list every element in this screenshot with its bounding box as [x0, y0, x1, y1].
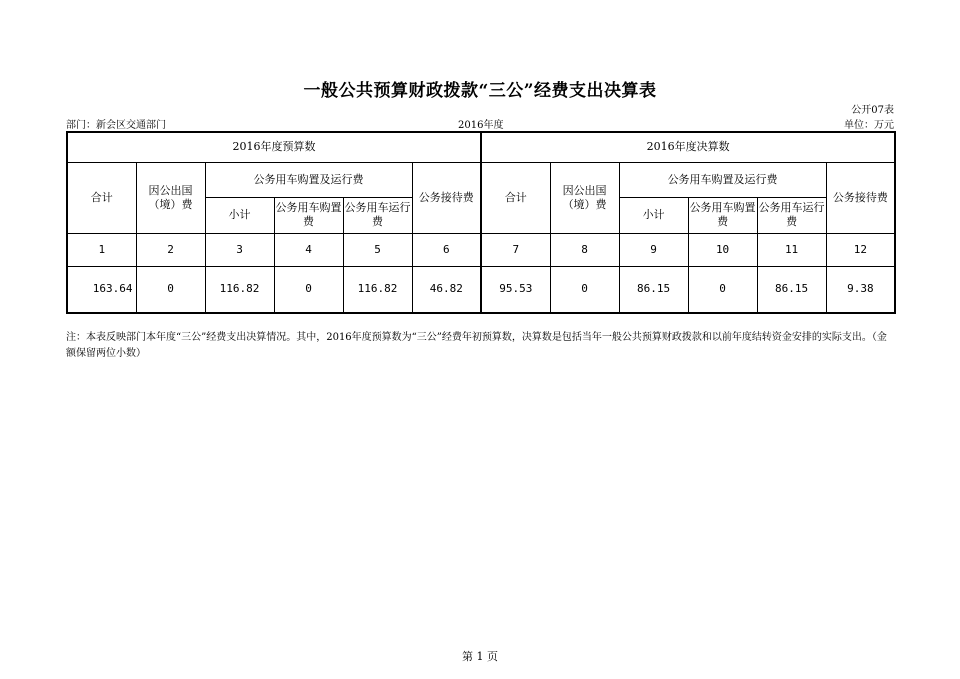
final-total-value: 95.53 [481, 266, 550, 313]
budget-vehicle-header: 公务用车购置及运行费 [205, 162, 412, 197]
col-number: 12 [826, 233, 895, 266]
budget-total-value: 163.64 [67, 266, 136, 313]
final-group-header: 2016年度决算数 [481, 132, 895, 162]
col-number: 2 [136, 233, 205, 266]
budget-reception-header: 公务接待费 [412, 162, 481, 233]
group-header-row [67, 132, 895, 162]
col-number: 5 [343, 233, 412, 266]
budget-abroad-value: 0 [136, 266, 205, 313]
budget-vehicle-purchase-header: 公务用车购置费 [274, 197, 343, 233]
budget-abroad-header: 因公出国（境）费 [136, 162, 205, 233]
footnote: 注：本表反映部门本年度“三公”经费支出决算情况。其中，2016年度预算数为“三公”经费年初预算数，决算数是包括当年一般公共预算财政拨款和以前年度结转资金安排的实际支出。（金额保留两位小数） [66, 332, 887, 359]
column-number-row [67, 233, 895, 266]
final-reception-header: 公务接待费 [826, 162, 895, 233]
col-number: 1 [67, 233, 136, 266]
data-row [67, 266, 895, 313]
year-label: 2016年度 [458, 120, 504, 131]
col-number: 9 [619, 233, 688, 266]
expense-table [66, 131, 896, 314]
col-number: 3 [205, 233, 274, 266]
budget-vehicle-purchase-value: 0 [274, 266, 343, 313]
final-subtotal-value: 86.15 [619, 266, 688, 313]
report-title: 一般公共预算财政拨款“三公”经费支出决算表 [303, 81, 657, 101]
budget-group-header: 2016年度预算数 [67, 132, 481, 162]
budget-subtotal-value: 116.82 [205, 266, 274, 313]
final-vehicle-operation-header: 公务用车运行费 [757, 197, 826, 233]
final-vehicle-purchase-value: 0 [688, 266, 757, 313]
budget-vehicle-operation-header: 公务用车运行费 [343, 197, 412, 233]
col-number: 10 [688, 233, 757, 266]
final-vehicle-purchase-header: 公务用车购置费 [688, 197, 757, 233]
budget-subtotal-header: 小计 [205, 197, 274, 233]
budget-total-header: 合计 [67, 162, 136, 233]
col-number: 4 [274, 233, 343, 266]
final-total-header: 合计 [481, 162, 550, 233]
final-abroad-header: 因公出国（境）费 [550, 162, 619, 233]
form-number: 公开07表 [851, 105, 894, 116]
col-number: 8 [550, 233, 619, 266]
final-reception-value: 9.38 [826, 266, 895, 313]
final-subtotal-header: 小计 [619, 197, 688, 233]
budget-reception-value: 46.82 [412, 266, 481, 313]
page-number: 第 1 页 [462, 650, 498, 663]
report-meta [66, 116, 894, 130]
col-number: 7 [481, 233, 550, 266]
department-label: 部门：新会区交通部门 [66, 120, 166, 131]
budget-vehicle-operation-value: 116.82 [343, 266, 412, 313]
final-vehicle-header: 公务用车购置及运行费 [619, 162, 826, 197]
header-row-1 [67, 162, 895, 197]
col-number: 6 [412, 233, 481, 266]
col-number: 11 [757, 233, 826, 266]
final-vehicle-operation-value: 86.15 [757, 266, 826, 313]
unit-label: 单位：万元 [844, 120, 894, 131]
final-abroad-value: 0 [550, 266, 619, 313]
